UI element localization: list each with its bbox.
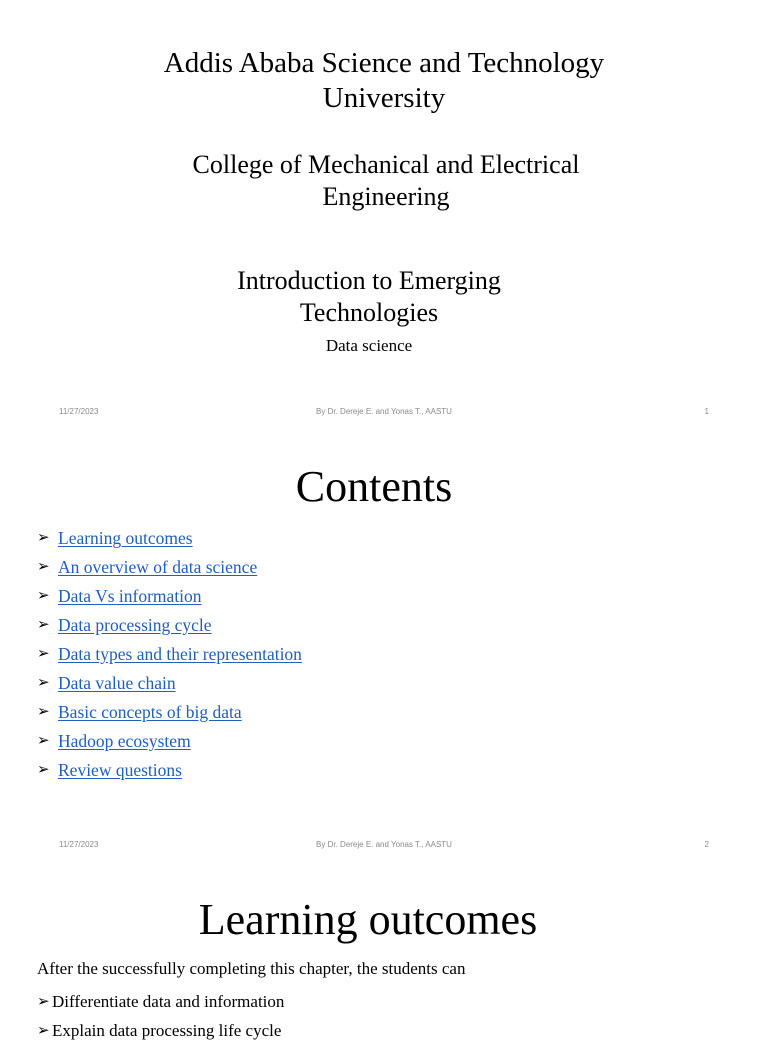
contents-list xyxy=(37,524,302,784)
university-title-line-1: Addis Ababa Science and Technology xyxy=(163,47,605,79)
list-item xyxy=(37,755,302,784)
course-subtitle: Data science xyxy=(325,336,413,355)
contents-link[interactable]: Data processing cycle xyxy=(58,615,212,636)
list-item xyxy=(37,640,302,669)
footer-page-number: 2 xyxy=(704,840,709,849)
arrow-bullet-icon: ➢ xyxy=(37,530,50,547)
list-item xyxy=(37,582,302,611)
contents-link[interactable]: Data Vs information xyxy=(58,586,202,607)
footer-author: By Dr. Dereje E. and Yonas T., AASTU xyxy=(316,840,452,849)
footer-date: 11/27/2023 xyxy=(59,840,99,849)
college-title-line-2: Engineering xyxy=(322,182,450,211)
arrow-bullet-icon: ➢ xyxy=(37,761,50,778)
college-title xyxy=(0,149,768,213)
list-item xyxy=(37,524,302,553)
arrow-bullet-icon: ➢ xyxy=(37,674,50,691)
footer-author: By Dr. Dereje E. and Yonas T., AASTU xyxy=(316,407,452,416)
contents-link[interactable]: Learning outcomes xyxy=(58,528,193,549)
course-title xyxy=(0,265,738,329)
contents-link[interactable]: Data value chain xyxy=(58,672,176,693)
contents-link[interactable]: Review questions xyxy=(58,759,182,780)
contents-link[interactable]: Hadoop ecosystem xyxy=(58,730,191,751)
course-title-line-1: Introduction to Emerging xyxy=(237,266,501,295)
learning-outcomes-intro: After the successfully completing this chapter, the students can xyxy=(37,959,466,978)
university-title xyxy=(0,46,768,116)
footer-date: 11/27/2023 xyxy=(59,407,99,416)
university-title-line-2: University xyxy=(322,82,446,114)
arrow-bullet-icon: ➢ xyxy=(37,732,50,749)
arrow-bullet-icon: ➢ xyxy=(37,703,50,720)
contents-link[interactable]: An overview of data science xyxy=(58,557,258,578)
arrow-bullet-icon: ➢ xyxy=(37,1022,50,1039)
outcome-text: Explain data processing life cycle xyxy=(52,1020,282,1040)
arrow-bullet-icon: ➢ xyxy=(37,559,50,576)
list-item xyxy=(37,697,302,726)
slide-1-footer xyxy=(0,407,768,421)
contents-link[interactable]: Basic concepts of big data xyxy=(58,701,242,722)
slide-2-footer xyxy=(0,840,768,854)
list-item xyxy=(37,1016,284,1045)
arrow-bullet-icon: ➢ xyxy=(37,646,50,662)
contents-title: Contents xyxy=(295,462,453,511)
arrow-bullet-icon: ➢ xyxy=(37,617,50,634)
list-item xyxy=(37,553,302,582)
arrow-bullet-icon: ➢ xyxy=(37,588,50,605)
college-title-line-1: College of Mechanical and Electrical xyxy=(192,150,580,179)
outcome-text: Differentiate data and information xyxy=(52,991,285,1011)
footer-page-number: 1 xyxy=(704,407,709,416)
list-item xyxy=(37,987,284,1016)
list-item xyxy=(37,611,302,640)
learning-outcomes-list xyxy=(37,987,284,1045)
list-item xyxy=(37,726,302,755)
contents-link[interactable]: Data types and their representation xyxy=(58,644,302,664)
list-item xyxy=(37,668,302,697)
arrow-bullet-icon: ➢ xyxy=(37,993,50,1010)
course-title-line-2: Technologies xyxy=(299,298,439,327)
learning-outcomes-title: Learning outcomes xyxy=(198,895,538,944)
